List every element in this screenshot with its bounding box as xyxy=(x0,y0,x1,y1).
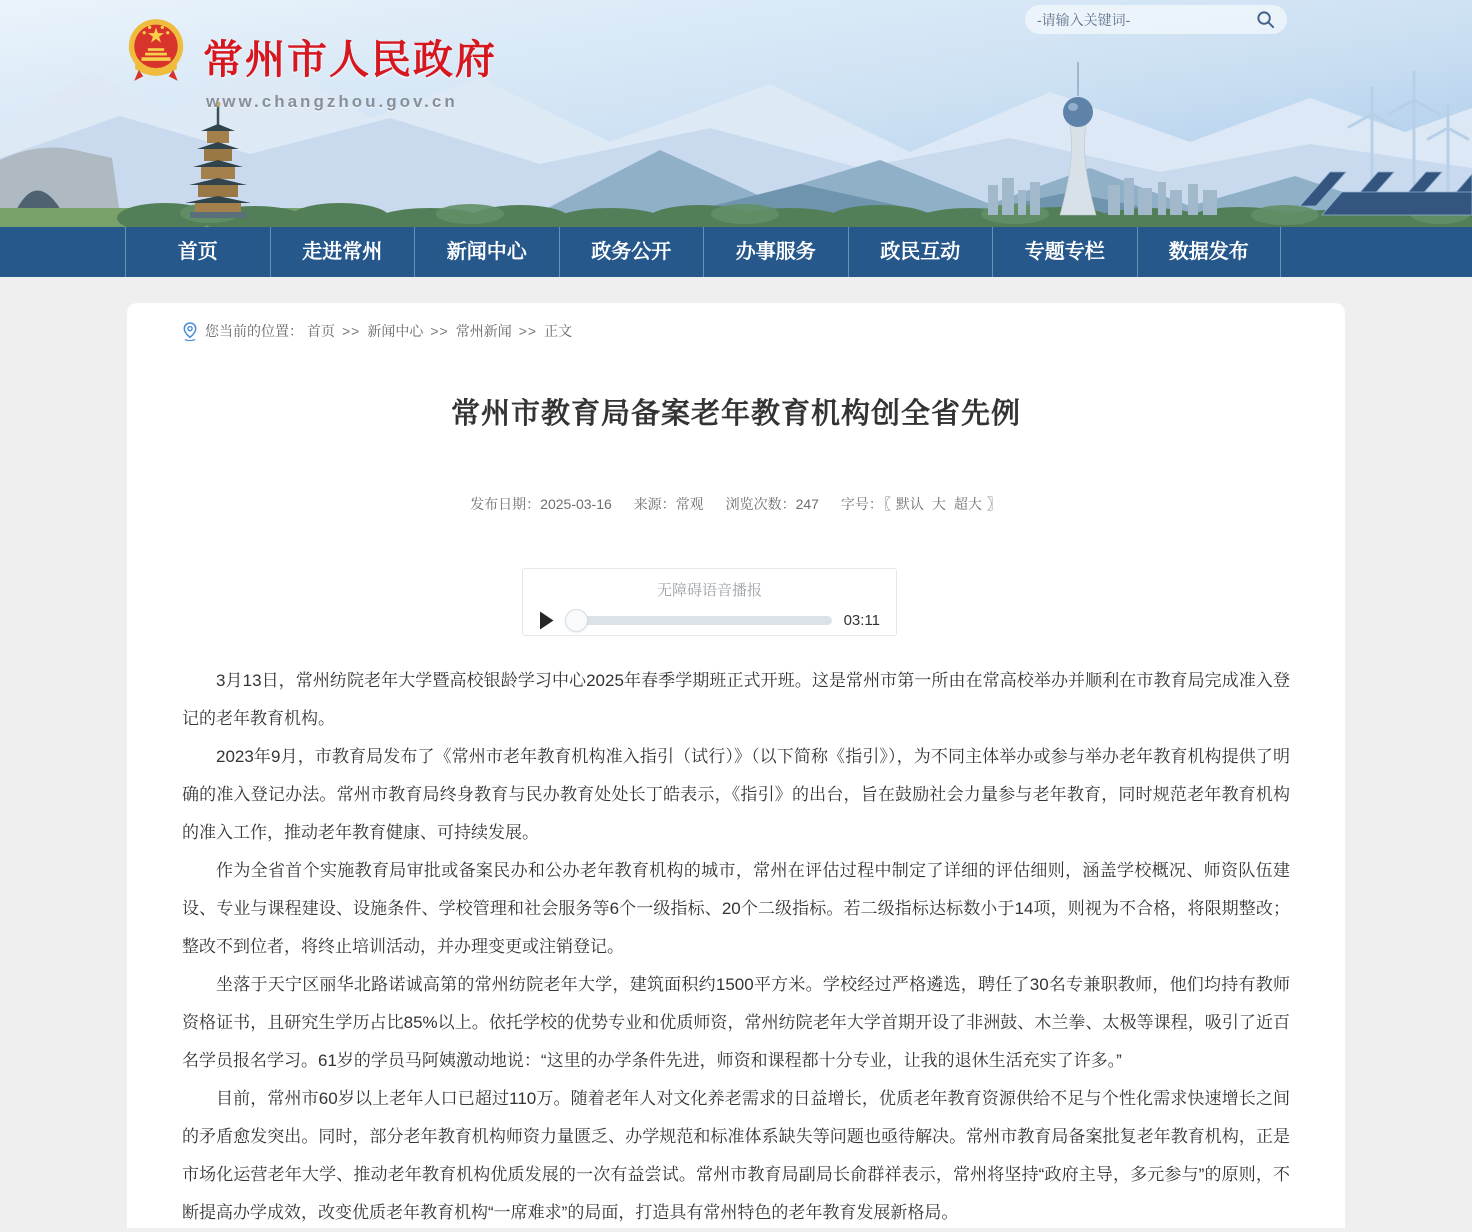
audio-player-label: 无障碍语音播报 xyxy=(656,582,762,599)
breadcrumb-link[interactable]: 首页 xyxy=(307,323,335,339)
fontsize-option[interactable]: 超大 xyxy=(953,496,982,512)
breadcrumb-link[interactable]: 新闻中心 xyxy=(367,323,424,339)
audio-player xyxy=(522,568,897,636)
search-box xyxy=(1025,5,1287,34)
location-pin-icon xyxy=(182,322,198,341)
article-meta xyxy=(182,494,1290,514)
fontsize-option[interactable]: 默认 xyxy=(895,496,924,512)
publish-date: 发布日期：2025-03-16 xyxy=(470,496,612,512)
article-title: 常州市教育局备案老年教育机构创全省先例 xyxy=(450,398,1021,430)
article-source: 来源：常观 xyxy=(633,496,704,512)
play-icon[interactable] xyxy=(539,611,554,630)
search-input[interactable] xyxy=(1037,12,1256,28)
content-card xyxy=(127,303,1345,1228)
nav-item[interactable]: 走进常州 xyxy=(270,227,415,277)
search-icon[interactable] xyxy=(1256,10,1275,29)
article-paragraph: 作为全省首个实施教育局审批或备案民办和公办老年教育机构的城市，常州在评估过程中制定了详细的评估细则，涵盖学校概况、师资队伍建设、专业与课程建设、设施条件、学校管理和社会服务等6个一级指标、20个二级指标。若二级指标达标数小于14项，则视为不合格，将限期整改；整改不到位者，将终止培训活动，并办理变更或注销登记。 xyxy=(182,861,1290,956)
breadcrumb-link[interactable]: 常州新闻 xyxy=(455,323,512,339)
article-paragraph: 2023年9月，市教育局发布了《常州市老年教育机构准入指引（试行）》（以下简称《指引》），为不同主体举办或参与举办老年教育机构提供了明确的准入登记办法。常州市教育局终身教育与民办教育处处长丁皓表示，《指引》的出台，旨在鼓励社会力量参与老年教育，同时规范老年教育机构的准入工作，推动老年教育健康、可持续发展。 xyxy=(182,747,1290,842)
article-body xyxy=(182,662,1290,1232)
breadcrumb-link[interactable]: 正文 xyxy=(544,323,573,339)
audio-duration: 03:11 xyxy=(843,611,880,629)
view-count: 浏览次数：247 xyxy=(725,496,819,512)
main-nav xyxy=(0,227,1472,277)
nav-item[interactable]: 政民互动 xyxy=(848,227,993,277)
breadcrumb-separator: >> xyxy=(342,323,361,339)
nav-item[interactable]: 新闻中心 xyxy=(414,227,559,277)
site-name[interactable]: 常州市人民政府 xyxy=(203,38,497,82)
audio-progress-slider[interactable] xyxy=(567,608,832,632)
article-paragraph: 目前，常州市60岁以上老年人口已超过110万。随着老年人对文化养老需求的日益增长，优质老年教育资源供给不足与个性化需求快速增长之间的矛盾愈发突出。同时，部分老年教育机构师资力量匮乏、办学规范和标准体系缺失等问题也亟待解决。常州市教育局备案批复老年教育机构，正是市场化运营老年大学、推动老年教育机构优质发展的一次有益尝试。常州市教育局副局长俞群祥表示，常州将坚持“政府主导，多元参与”的原则，不断提高办学成效，改变优质老年教育机构“一席难求”的局面，打造具有常州特色的老年教育发展新格局。 xyxy=(182,1089,1290,1222)
site-url: www.changzhou.gov.cn xyxy=(206,92,458,111)
nav-item[interactable]: 办事服务 xyxy=(703,227,848,277)
fontsize-options xyxy=(892,496,986,512)
header-banner xyxy=(0,0,1472,227)
audio-progress-knob[interactable] xyxy=(565,609,588,632)
fontsize-option[interactable]: 大 xyxy=(931,496,946,512)
fontsize-control: 字号：〖 默认 大 超大 〗 xyxy=(840,496,1001,512)
national-emblem-icon xyxy=(127,14,185,86)
nav-menu xyxy=(125,227,1472,277)
nav-item[interactable]: 首页 xyxy=(125,227,270,277)
breadcrumb-separator: >> xyxy=(518,323,538,339)
article-paragraph: 坐落于天宁区丽华北路诺诚高第的常州纺院老年大学，建筑面积约1500平方米。学校经过严格遴选，聘任了30名专兼职教师，他们均持有教师资格证书，且研究生学历占比85%以上。依托学校的优势专业和优质师资，常州纺院老年大学首期开设了非洲鼓、木兰拳、太极等课程，吸引了近百名学员报名学习。61岁的学员马阿姨激动地说：“这里的办学条件先进，师资和课程都十分专业，让我的退休生活充实了许多。” xyxy=(182,975,1290,1070)
audio-progress-track[interactable] xyxy=(567,616,832,625)
bracket-close: 〗 xyxy=(986,496,1001,512)
article-paragraph: 3月13日，常州纺院老年大学暨高校银龄学习中心2025年春季学期班正式开班。这是常州市第一所由在常高校举办并顺利在市教育局完成准入登记的老年教育机构。 xyxy=(182,671,1290,728)
breadcrumb-trail xyxy=(307,321,572,341)
breadcrumb-label: 您当前的位置： xyxy=(205,323,303,339)
site-logo[interactable] xyxy=(127,14,497,112)
breadcrumb xyxy=(182,321,1290,341)
nav-item[interactable]: 政务公开 xyxy=(559,227,704,277)
nav-item[interactable]: 专题专栏 xyxy=(992,227,1137,277)
nav-item[interactable]: 数据发布 xyxy=(1137,227,1282,277)
bracket-open: 〖 xyxy=(883,496,891,512)
breadcrumb-separator: >> xyxy=(430,323,449,339)
